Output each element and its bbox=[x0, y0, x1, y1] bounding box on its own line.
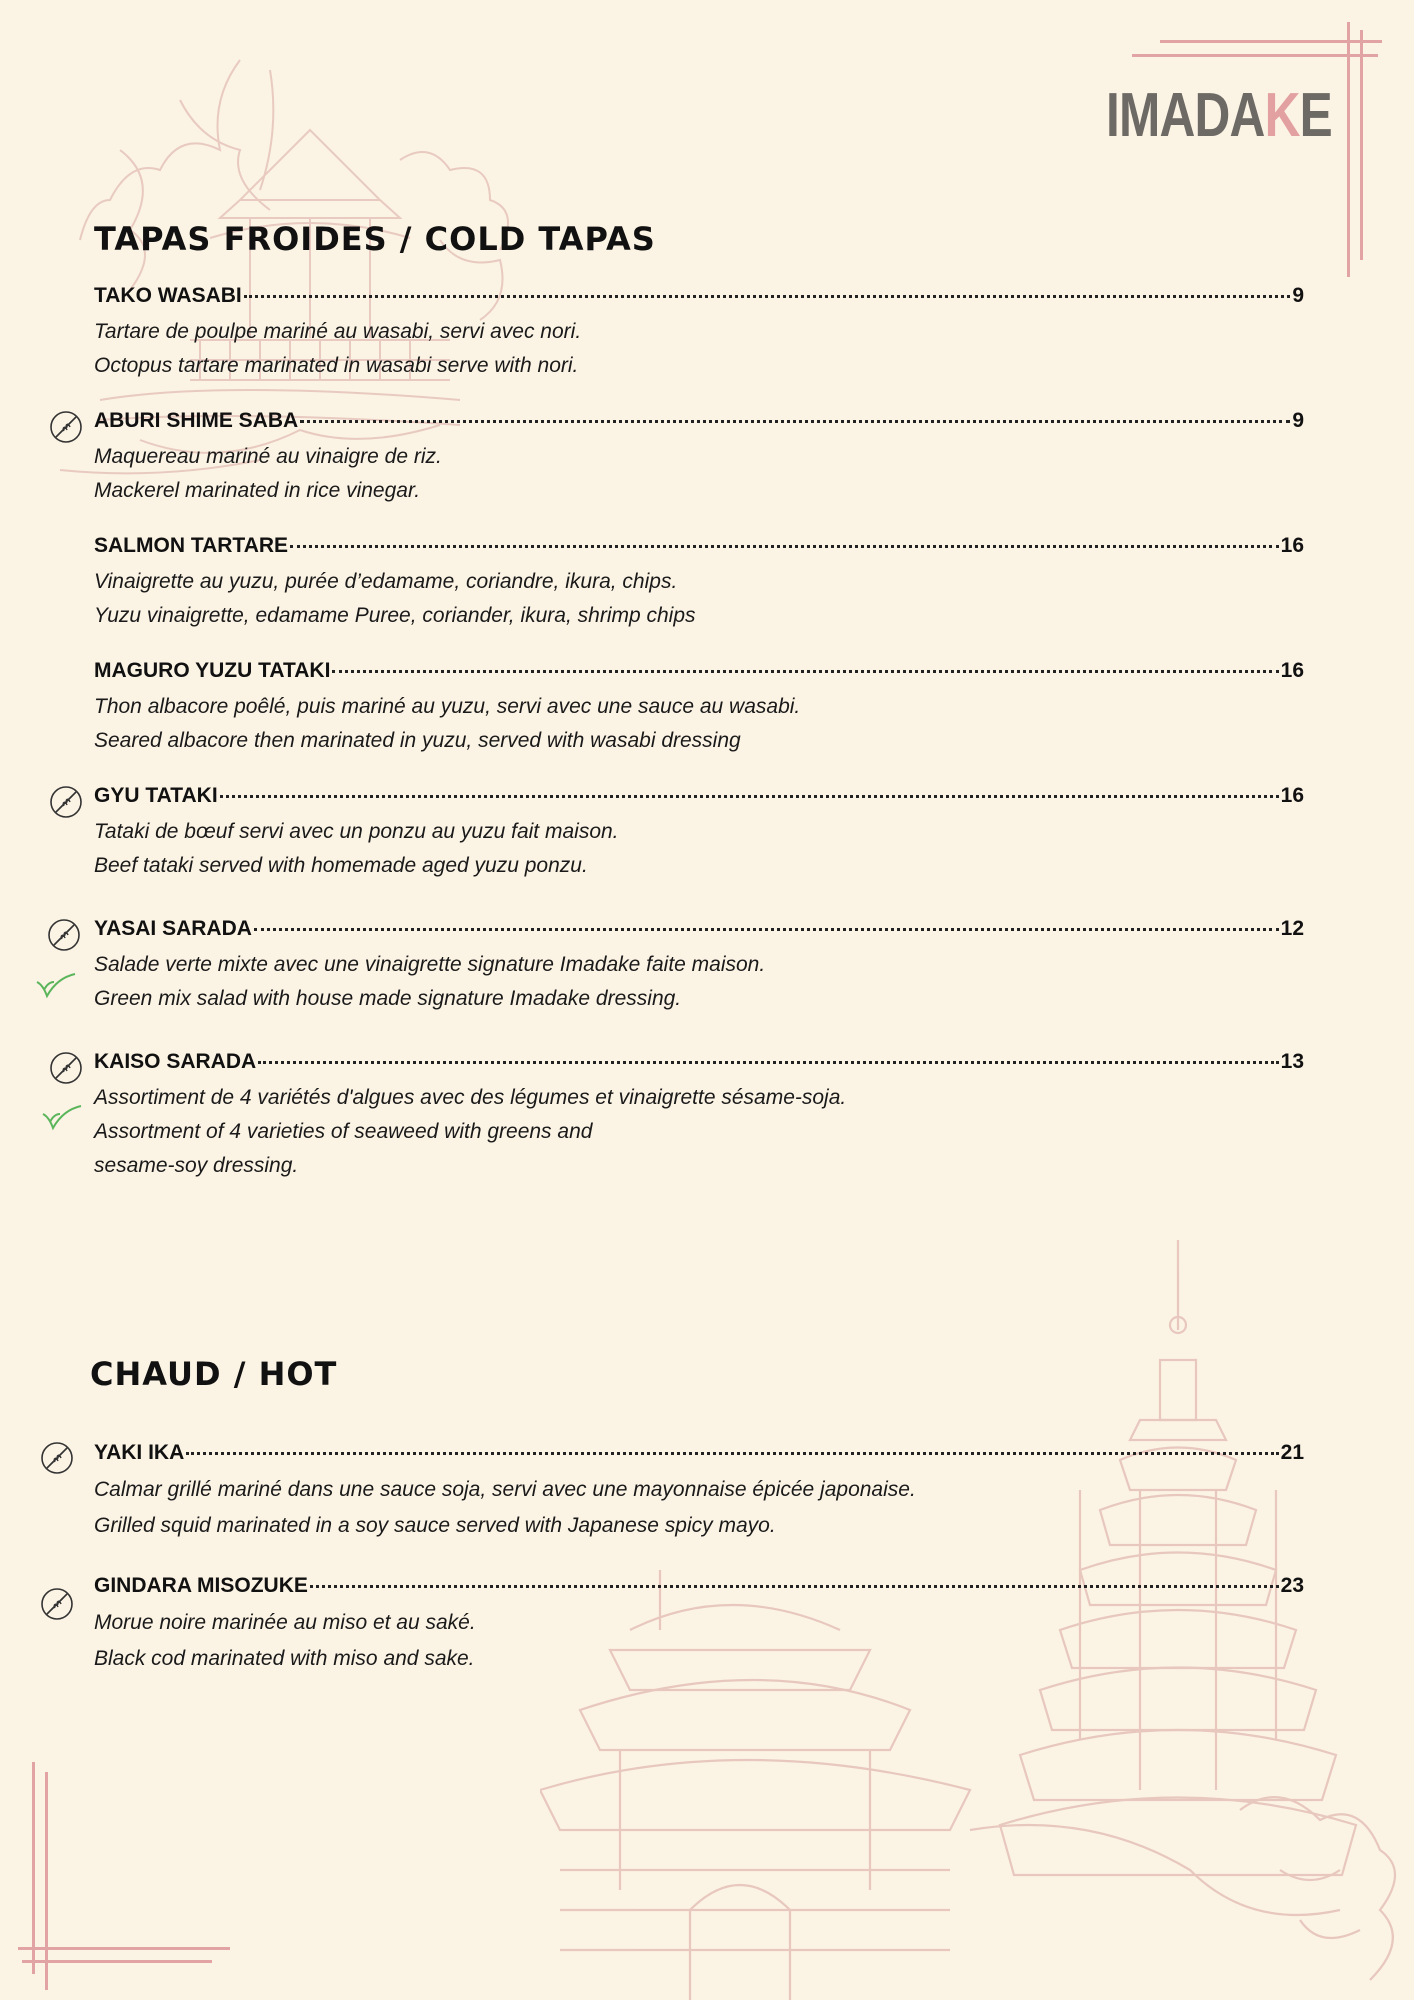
dot-leader bbox=[290, 545, 1279, 548]
gluten-free-icon bbox=[40, 1441, 74, 1475]
brand-logo: IMADAKE bbox=[1106, 81, 1332, 150]
item-desc-en: Green mix salad with house made signature Imadake dressing. bbox=[94, 987, 682, 1010]
item-price: 12 bbox=[1280, 917, 1304, 940]
menu-item bbox=[94, 784, 1304, 882]
item-desc-fr: Vinaigrette au yuzu, purée d’edamame, coriandre, ikura, chips. bbox=[94, 570, 678, 593]
menu-item bbox=[94, 917, 1304, 1015]
item-desc-en: Assortment of 4 varieties of seaweed with greens and bbox=[94, 1120, 593, 1143]
item-desc-en: Octopus tartare marinated in wasabi serve with nori. bbox=[94, 354, 579, 377]
menu-item bbox=[94, 284, 1304, 382]
item-name: TAKO WASABI bbox=[94, 284, 242, 307]
gluten-free-icon bbox=[49, 410, 83, 444]
item-price: 23 bbox=[1280, 1574, 1304, 1597]
item-price: 16 bbox=[1280, 534, 1304, 557]
menu-item bbox=[94, 1574, 1304, 1676]
dot-leader bbox=[310, 1585, 1279, 1588]
item-desc-fr: Thon albacore poêlé, puis mariné au yuzu, servi avec une sauce au wasabi. bbox=[94, 695, 801, 718]
item-name: ABURI SHIME SABA bbox=[94, 409, 299, 432]
item-name: GINDARA MISOZUKE bbox=[94, 1574, 308, 1597]
menu-item bbox=[94, 409, 1304, 507]
item-name: KAISO SARADA bbox=[94, 1050, 257, 1073]
item-price: 21 bbox=[1280, 1441, 1304, 1464]
item-desc-fr: Assortiment de 4 variétés d'algues avec des légumes et vinaigrette sésame-soja. bbox=[94, 1086, 847, 1109]
item-name: SALMON TARTARE bbox=[94, 534, 289, 557]
item-desc-fr: Maquereau mariné au vinaigre de riz. bbox=[94, 445, 442, 468]
item-desc-en: Yuzu vinaigrette, edamame Puree, coriander, ikura, shrimp chips bbox=[94, 604, 696, 627]
dot-leader bbox=[186, 1452, 1278, 1455]
item-desc-en: Black cod marinated with miso and sake. bbox=[94, 1647, 475, 1670]
gluten-free-icon bbox=[49, 785, 83, 819]
item-name: YAKI IKA bbox=[94, 1441, 185, 1464]
dot-leader bbox=[254, 928, 1279, 931]
item-price: 9 bbox=[1292, 284, 1304, 307]
menu-item bbox=[94, 659, 1304, 757]
menu-item bbox=[94, 534, 1304, 632]
item-desc-en: Beef tataki served with homemade aged yuzu ponzu. bbox=[94, 854, 588, 877]
item-desc-en: Mackerel marinated in rice vinegar. bbox=[94, 479, 421, 502]
gluten-free-icon bbox=[47, 918, 81, 952]
item-price: 16 bbox=[1280, 659, 1304, 682]
item-price: 16 bbox=[1280, 784, 1304, 807]
dot-leader bbox=[258, 1061, 1278, 1064]
vegetarian-check-icon bbox=[34, 970, 80, 1002]
item-desc-en: Seared albacore then marinated in yuzu, served with wasabi dressing bbox=[94, 729, 741, 752]
item-name: MAGURO YUZU TATAKI bbox=[94, 659, 331, 682]
item-price: 13 bbox=[1280, 1050, 1304, 1073]
item-desc-en: Grilled squid marinated in a soy sauce served with Japanese spicy mayo. bbox=[94, 1514, 776, 1537]
item-desc-fr: Calmar grillé mariné dans une sauce soja, servi avec une mayonnaise épicée japonaise. bbox=[94, 1478, 916, 1501]
item-desc-fr: Salade verte mixte avec une vinaigrette signature Imadake faite maison. bbox=[94, 953, 766, 976]
vegetarian-check-icon bbox=[40, 1102, 86, 1134]
gluten-free-icon bbox=[49, 1051, 83, 1085]
dot-leader bbox=[220, 795, 1279, 798]
menu-item bbox=[94, 1441, 1304, 1543]
section-title-cold-tapas: TAPAS FROIDES / COLD TAPAS bbox=[94, 220, 656, 258]
item-desc-en: sesame-soy dressing. bbox=[94, 1154, 299, 1177]
section-title-hot: CHAUD / HOT bbox=[90, 1355, 338, 1393]
item-desc-fr: Tataki de bœuf servi avec un ponzu au yuzu fait maison. bbox=[94, 820, 619, 843]
dot-leader bbox=[244, 295, 1291, 298]
item-price: 9 bbox=[1292, 409, 1304, 432]
item-name: YASAI SARADA bbox=[94, 917, 252, 940]
dot-leader bbox=[300, 420, 1290, 423]
dot-leader bbox=[332, 670, 1278, 673]
gluten-free-icon bbox=[40, 1587, 74, 1621]
menu-item bbox=[94, 1050, 1304, 1182]
item-desc-fr: Tartare de poulpe mariné au wasabi, servi avec nori. bbox=[94, 320, 582, 343]
item-name: GYU TATAKI bbox=[94, 784, 218, 807]
item-desc-fr: Morue noire marinée au miso et au saké. bbox=[94, 1611, 476, 1634]
